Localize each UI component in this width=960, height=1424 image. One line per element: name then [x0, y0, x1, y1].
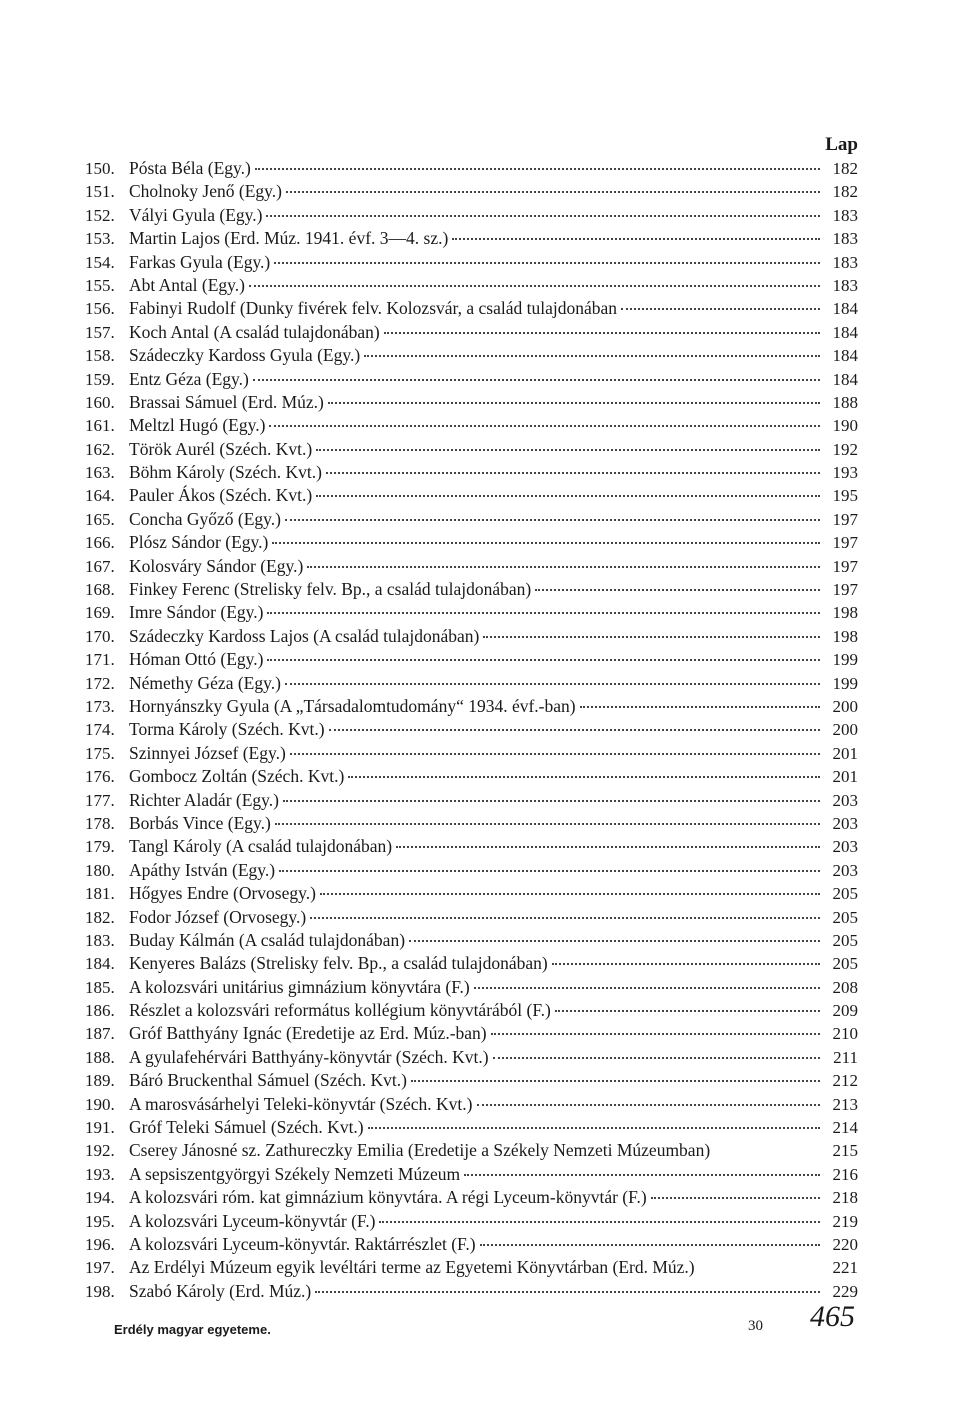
entry-number: 152.: [85, 205, 115, 225]
footer-book-title: Erdély magyar egyeteme.: [114, 1322, 271, 1337]
list-item: [85, 930, 858, 953]
entry-page-number: 199: [832, 650, 858, 670]
entry-title: Richter Aladár (Egy.): [129, 789, 279, 810]
entry-page-number: 216: [832, 1164, 858, 1184]
entry-page-number: 212: [832, 1071, 858, 1091]
entry-title: Borbás Vince (Egy.): [129, 812, 271, 833]
entry-number: 178.: [85, 813, 115, 833]
entry-title: A sepsiszentgyörgyi Székely Nemzeti Múzeum: [129, 1163, 461, 1184]
dot-leader: [267, 658, 820, 661]
entry-title: Fabinyi Rudolf (Dunky fivérek felv. Kolozsvár, a család tulajdonában: [129, 298, 618, 319]
entry-number: 159.: [85, 369, 115, 389]
entry-title: A kolozsvári róm. kat gimnázium könyvtára. A régi Lyceum-könyvtár (F.): [129, 1187, 647, 1208]
entry-page-number: 200: [832, 696, 858, 716]
list-item: [85, 1070, 858, 1093]
dot-leader: [290, 752, 820, 755]
illustration-list: [85, 158, 858, 1304]
list-item: [85, 556, 858, 579]
dot-leader: [279, 869, 820, 872]
dot-leader: [464, 1173, 820, 1176]
entry-title: Gróf Teleki Sámuel (Széch. Kvt.): [129, 1117, 364, 1138]
entry-title: Báró Bruckenthal Sámuel (Széch. Kvt.): [129, 1070, 407, 1091]
entry-number: 170.: [85, 626, 115, 646]
list-item: [85, 626, 858, 649]
entry-title: Fodor József (Orvosegy.): [129, 906, 307, 927]
list-item: [85, 532, 858, 555]
dot-leader: [480, 1243, 820, 1246]
entry-page-number: 215: [832, 1141, 858, 1161]
entry-title: Szinnyei József (Egy.): [129, 742, 286, 763]
dot-leader: [452, 237, 820, 240]
list-item: [85, 158, 858, 181]
list-item: [85, 415, 858, 438]
entry-number: 174.: [85, 720, 115, 740]
entry-title: A kolozsvári unitárius gimnázium könyvtára (F.): [129, 976, 470, 997]
list-item: [85, 1047, 858, 1070]
dot-leader: [552, 962, 820, 965]
entry-page-number: 198: [832, 626, 858, 646]
dot-leader: [255, 167, 820, 170]
list-item: [85, 462, 858, 485]
entry-number: 160.: [85, 392, 115, 412]
list-item: [85, 322, 858, 345]
dot-leader: [411, 1079, 820, 1082]
dot-leader: [379, 1220, 820, 1223]
entry-page-number: 211: [833, 1047, 858, 1067]
dot-leader: [477, 1103, 821, 1106]
entry-number: 183.: [85, 930, 115, 950]
list-item: [85, 977, 858, 1000]
entry-number: 156.: [85, 299, 115, 319]
entry-page-number: 190: [832, 416, 858, 436]
list-item: [85, 743, 858, 766]
list-item: [85, 907, 858, 930]
entry-page-number: 210: [832, 1024, 858, 1044]
entry-title: Cserey Jánosné sz. Zathureczky Emilia (Eredetije a Székely Nemzeti Múzeumban): [129, 1140, 711, 1161]
list-item: [85, 1117, 858, 1140]
entry-title: Vályi Gyula (Egy.): [129, 204, 263, 225]
entry-number: 197.: [85, 1258, 115, 1278]
list-item: [85, 813, 858, 836]
dot-leader: [714, 1151, 820, 1152]
entry-page-number: 218: [832, 1188, 858, 1208]
entry-number: 198.: [85, 1281, 115, 1301]
entry-title: Brassai Sámuel (Erd. Múz.): [129, 391, 324, 412]
entry-page-number: 205: [832, 884, 858, 904]
entry-page-number: 184: [832, 322, 858, 342]
entry-title: Finkey Ferenc (Strelisky felv. Bp., a család tulajdonában): [129, 579, 532, 600]
dot-leader: [315, 1290, 820, 1293]
dot-leader: [286, 190, 820, 193]
entry-page-number: 182: [832, 182, 858, 202]
entry-number: 163.: [85, 463, 115, 483]
dot-leader: [272, 541, 820, 544]
entry-number: 187.: [85, 1024, 115, 1044]
dot-leader: [316, 448, 820, 451]
entry-title: Farkas Gyula (Egy.): [129, 251, 271, 272]
dot-leader: [555, 1009, 820, 1012]
dot-leader: [368, 1126, 820, 1129]
entry-number: 189.: [85, 1071, 115, 1091]
entry-number: 154.: [85, 252, 115, 272]
entry-number: 175.: [85, 743, 115, 763]
entry-title: Némethy Géza (Egy.): [129, 672, 281, 693]
dot-leader: [310, 916, 820, 919]
entry-page-number: 203: [832, 860, 858, 880]
entry-title: Török Aurél (Széch. Kvt.): [129, 438, 313, 459]
list-item: [85, 719, 858, 742]
dot-leader: [348, 775, 820, 778]
list-item: [85, 369, 858, 392]
dot-leader: [328, 401, 820, 404]
entry-page-number: 201: [832, 767, 858, 787]
list-item: [85, 485, 858, 508]
entry-page-number: 229: [832, 1281, 858, 1301]
entry-title: Hóman Ottó (Egy.): [129, 649, 264, 670]
dot-leader: [364, 354, 820, 357]
entry-title: Martin Lajos (Erd. Múz. 1941. évf. 3—4. sz.): [129, 228, 449, 249]
entry-title: A marosvásárhelyi Teleki-könyvtár (Széch. Kvt.): [129, 1093, 473, 1114]
list-item: [85, 1187, 858, 1210]
entry-number: 179.: [85, 837, 115, 857]
entry-number: 180.: [85, 860, 115, 880]
list-item: [85, 1164, 858, 1187]
entry-title: Gróf Batthyány Ignác (Eredetije az Erd. Múz.-ban): [129, 1023, 487, 1044]
list-item: [85, 1094, 858, 1117]
entry-title: Kolosváry Sándor (Egy.): [129, 555, 304, 576]
footer-signature-mark: 30: [748, 1318, 763, 1334]
list-item: [85, 1234, 858, 1257]
list-item: [85, 439, 858, 462]
dot-leader: [326, 471, 820, 474]
entry-page-number: 203: [832, 813, 858, 833]
entry-number: 173.: [85, 696, 115, 716]
dot-leader: [483, 635, 820, 638]
entry-number: 165.: [85, 509, 115, 529]
list-item: [85, 836, 858, 859]
entry-page-number: 219: [832, 1211, 858, 1231]
entry-page-number: 203: [832, 837, 858, 857]
entry-title: Szádeczky Kardoss Gyula (Egy.): [129, 345, 361, 366]
entry-number: 191.: [85, 1118, 115, 1138]
entry-page-number: 183: [832, 205, 858, 225]
entry-number: 161.: [85, 416, 115, 436]
list-item: [85, 790, 858, 813]
entry-page-number: 183: [832, 252, 858, 272]
dot-leader: [621, 307, 820, 310]
entry-title: Szabó Károly (Erd. Múz.): [129, 1280, 312, 1301]
list-item: [85, 1211, 858, 1234]
list-item: [85, 696, 858, 719]
entry-title: Meltzl Hugó (Egy.): [129, 415, 266, 436]
entry-title: Szádeczky Kardoss Lajos (A család tulajdonában): [129, 625, 480, 646]
entry-page-number: 209: [832, 1001, 858, 1021]
entry-title: Imre Sándor (Egy.): [129, 602, 264, 623]
list-item: [85, 509, 858, 532]
dot-leader: [249, 284, 820, 287]
entry-number: 176.: [85, 767, 115, 787]
list-item: [85, 252, 858, 275]
entry-number: 162.: [85, 439, 115, 459]
entry-title: A kolozsvári Lyceum-könyvtár. Raktárrészlet (F.): [129, 1233, 476, 1254]
entry-page-number: 205: [832, 930, 858, 950]
dot-leader: [396, 845, 820, 848]
entry-number: 155.: [85, 275, 115, 295]
entry-number: 195.: [85, 1211, 115, 1231]
entry-page-number: 184: [832, 346, 858, 366]
entry-page-number: 200: [832, 720, 858, 740]
dot-leader: [384, 331, 820, 334]
entry-number: 169.: [85, 603, 115, 623]
dot-leader: [493, 1056, 820, 1059]
entry-page-number: 184: [832, 369, 858, 389]
dot-leader: [253, 378, 820, 381]
dot-leader: [266, 214, 820, 217]
entry-number: 166.: [85, 533, 115, 553]
entry-title: Hornyánszky Gyula (A „Társadalomtudomány“ 1934. évf.-ban): [129, 695, 576, 716]
entry-page-number: 184: [832, 299, 858, 319]
entry-title: A gyulafehérvári Batthyány-könyvtár (Széch. Kvt.): [129, 1046, 489, 1067]
dot-leader: [320, 892, 820, 895]
entry-page-number: 203: [832, 790, 858, 810]
entry-page-number: 193: [832, 463, 858, 483]
entry-page-number: 214: [832, 1118, 858, 1138]
entry-page-number: 195: [832, 486, 858, 506]
list-item: [85, 860, 858, 883]
entry-page-number: 197: [832, 580, 858, 600]
entry-page-number: 208: [832, 977, 858, 997]
entry-number: 168.: [85, 580, 115, 600]
list-item: [85, 1257, 858, 1280]
entry-title: Részlet a kolozsvári református kollégium könyvtárából (F.): [129, 1000, 551, 1021]
entry-title: Apáthy István (Egy.): [129, 859, 276, 880]
list-item: [85, 673, 858, 696]
entry-number: 171.: [85, 650, 115, 670]
list-item: [85, 228, 858, 251]
entry-title: Plósz Sándor (Egy.): [129, 532, 269, 553]
dot-leader: [283, 799, 820, 802]
entry-number: 157.: [85, 322, 115, 342]
list-item: [85, 1281, 858, 1304]
dot-leader: [329, 728, 820, 731]
dot-leader: [275, 822, 820, 825]
entry-page-number: 205: [832, 954, 858, 974]
list-item: [85, 275, 858, 298]
entry-page-number: 183: [832, 229, 858, 249]
entry-number: 181.: [85, 884, 115, 904]
entry-number: 153.: [85, 229, 115, 249]
list-item: [85, 1140, 858, 1163]
entry-title: Tangl Károly (A család tulajdonában): [129, 836, 393, 857]
entry-page-number: 205: [832, 907, 858, 927]
list-item: [85, 392, 858, 415]
column-header-page: Lap: [825, 134, 858, 155]
entry-title: Az Erdélyi Múzeum egyik levéltári terme az Egyetemi Könyvtárban (Erd. Múz.): [129, 1257, 695, 1278]
list-item: [85, 602, 858, 625]
dot-leader: [267, 611, 820, 614]
dot-leader: [316, 494, 820, 497]
entry-page-number: 188: [832, 392, 858, 412]
dot-leader: [307, 565, 820, 568]
dot-leader: [269, 424, 820, 427]
list-item: [85, 181, 858, 204]
list-item: [85, 883, 858, 906]
entry-page-number: 197: [832, 556, 858, 576]
entry-number: 193.: [85, 1164, 115, 1184]
entry-number: 194.: [85, 1188, 115, 1208]
entry-number: 151.: [85, 182, 115, 202]
list-item: [85, 345, 858, 368]
entry-number: 190.: [85, 1094, 115, 1114]
entry-title: Hőgyes Endre (Orvosegy.): [129, 883, 316, 904]
entry-number: 150.: [85, 159, 115, 178]
dot-leader: [474, 986, 820, 989]
dot-leader: [535, 588, 820, 591]
entry-title: Pauler Ákos (Széch. Kvt.): [129, 485, 313, 506]
entry-title: Koch Antal (A család tulajdonában): [129, 321, 380, 342]
footer-page-number: 465: [810, 1300, 855, 1333]
dot-leader: [285, 518, 820, 521]
entry-page-number: 221: [832, 1258, 858, 1278]
entry-number: 158.: [85, 346, 115, 366]
entry-number: 185.: [85, 977, 115, 997]
entry-page-number: 197: [832, 509, 858, 529]
list-item: [85, 766, 858, 789]
dot-leader: [699, 1268, 820, 1269]
entry-page-number: 213: [832, 1094, 858, 1114]
entry-title: Cholnoky Jenő (Egy.): [129, 181, 282, 202]
entry-number: 188.: [85, 1047, 115, 1067]
list-item: [85, 1023, 858, 1046]
entry-title: A kolozsvári Lyceum-könyvtár (F.): [129, 1210, 376, 1231]
entry-number: 177.: [85, 790, 115, 810]
entry-title: Torma Károly (Széch. Kvt.): [129, 719, 325, 740]
entry-page-number: 201: [832, 743, 858, 763]
entry-page-number: 197: [832, 533, 858, 553]
entry-number: 164.: [85, 486, 115, 506]
entry-page-number: 198: [832, 603, 858, 623]
entry-title: Concha Győző (Egy.): [129, 508, 281, 529]
dot-leader: [285, 682, 820, 685]
list-item: [85, 205, 858, 228]
entry-page-number: 199: [832, 673, 858, 693]
dot-leader: [409, 939, 820, 942]
list-item: [85, 649, 858, 672]
entry-page-number: 192: [832, 439, 858, 459]
entry-title: Gombocz Zoltán (Széch. Kvt.): [129, 766, 345, 787]
dot-leader: [274, 261, 820, 264]
list-item: [85, 579, 858, 602]
entry-title: Entz Géza (Egy.): [129, 368, 249, 389]
entry-page-number: 183: [832, 275, 858, 295]
list-item: [85, 1000, 858, 1023]
entry-page-number: 220: [832, 1234, 858, 1254]
entry-page-number: 182: [832, 159, 858, 178]
entry-title: Pósta Béla (Egy.): [129, 158, 251, 178]
entry-title: Buday Kálmán (A család tulajdonában): [129, 929, 406, 950]
entry-number: 182.: [85, 907, 115, 927]
entry-title: Kenyeres Balázs (Strelisky felv. Bp., a család tulajdonában): [129, 953, 548, 974]
entry-number: 172.: [85, 673, 115, 693]
list-item: [85, 298, 858, 321]
entry-number: 167.: [85, 556, 115, 576]
entry-number: 184.: [85, 954, 115, 974]
dot-leader: [491, 1032, 820, 1035]
dot-leader: [580, 705, 820, 708]
list-item: [85, 953, 858, 976]
entry-number: 196.: [85, 1234, 115, 1254]
entry-number: 192.: [85, 1141, 115, 1161]
entry-number: 186.: [85, 1001, 115, 1021]
entry-title: Böhm Károly (Széch. Kvt.): [129, 462, 322, 483]
dot-leader: [651, 1196, 820, 1199]
entry-title: Abt Antal (Egy.): [129, 274, 245, 295]
